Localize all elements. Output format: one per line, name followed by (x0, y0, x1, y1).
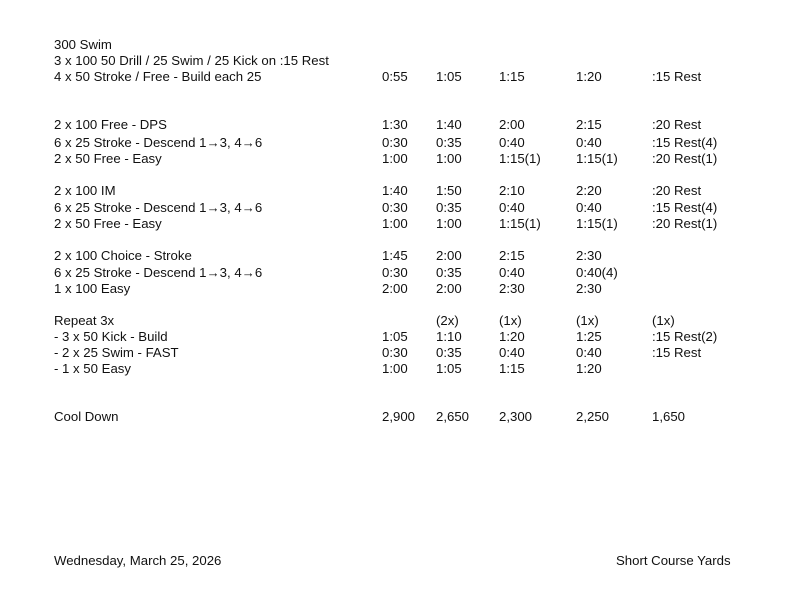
interval-col-4: 1:20 (576, 69, 602, 84)
interval-col-3: 1:15 (499, 361, 525, 376)
interval-col-3: 0:40 (499, 135, 525, 150)
interval-col-2: 1:05 (436, 69, 462, 84)
interval-col-1: 1:30 (382, 117, 408, 132)
rest-col: (1x) (652, 313, 675, 328)
interval-col-3: 1:15(1) (499, 216, 541, 231)
interval-col-1: 1:00 (382, 151, 408, 166)
interval-col-3: 1:20 (499, 329, 525, 344)
row-label: - 1 x 50 Easy (54, 361, 131, 376)
rest-col: :20 Rest (652, 117, 702, 132)
row-label: 6 x 25 Stroke - Descend 1→3, 4→6 (54, 200, 263, 215)
total-col-1: 2,900 (382, 409, 416, 424)
interval-col-4: 2:20 (576, 183, 602, 198)
interval-col-3: 0:40 (499, 200, 525, 215)
rest-col: :20 Rest (652, 183, 702, 198)
interval-col-4: 2:15 (576, 117, 602, 132)
interval-col-1: 0:30 (382, 265, 408, 280)
footer-course: Short Course Yards (616, 553, 731, 568)
row-label: 3 x 100 50 Drill / 25 Swim / 25 Kick on :15 Rest (54, 53, 329, 68)
interval-col-3: 2:10 (499, 183, 525, 198)
interval-col-3: 0:40 (499, 265, 525, 280)
rest-col: :20 Rest(1) (652, 151, 718, 166)
interval-col-2: 2:00 (436, 281, 462, 296)
row-label: - 3 x 50 Kick - Build (54, 329, 168, 344)
row-label: Repeat 3x (54, 313, 115, 328)
interval-col-4: 0:40 (576, 345, 602, 360)
interval-col-1: 0:30 (382, 345, 408, 360)
rest-col: :15 Rest(2) (652, 329, 718, 344)
interval-col-2: 0:35 (436, 265, 462, 280)
interval-col-3: 2:30 (499, 281, 525, 296)
row-label: 2 x 100 Choice - Stroke (54, 248, 192, 263)
row-label: 1 x 100 Easy (54, 281, 131, 296)
interval-col-4: 2:30 (576, 248, 602, 263)
interval-col-1: 1:05 (382, 329, 408, 344)
interval-col-1: 0:55 (382, 69, 408, 84)
interval-col-2: 1:40 (436, 117, 462, 132)
rest-col: :15 Rest (652, 69, 702, 84)
rest-col: :15 Rest (652, 345, 702, 360)
interval-col-2: 0:35 (436, 200, 462, 215)
interval-col-2: 1:50 (436, 183, 462, 198)
row-label: 2 x 100 IM (54, 183, 116, 198)
interval-col-1: 0:30 (382, 200, 408, 215)
row-label: 300 Swim (54, 37, 112, 52)
interval-col-2: 0:35 (436, 135, 462, 150)
interval-col-4: 1:15(1) (576, 151, 618, 166)
interval-col-3: 2:15 (499, 248, 525, 263)
interval-col-3: 1:15 (499, 69, 525, 84)
interval-col-2: 1:10 (436, 329, 462, 344)
interval-col-2: (2x) (436, 313, 459, 328)
interval-col-2: 2:00 (436, 248, 462, 263)
interval-col-2: 0:35 (436, 345, 462, 360)
interval-col-3: 1:15(1) (499, 151, 541, 166)
total-col-2: 2,650 (436, 409, 470, 424)
rest-col: :15 Rest(4) (652, 135, 718, 150)
interval-col-2: 1:00 (436, 151, 462, 166)
interval-col-1: 1:00 (382, 361, 408, 376)
row-label: 4 x 50 Stroke / Free - Build each 25 (54, 69, 262, 84)
interval-col-1: 1:40 (382, 183, 408, 198)
interval-col-1: 0:30 (382, 135, 408, 150)
total-col-3: 2,300 (499, 409, 533, 424)
interval-col-4: 1:20 (576, 361, 602, 376)
interval-col-1: 2:00 (382, 281, 408, 296)
total-col-5: 1,650 (652, 409, 686, 424)
interval-col-1: 1:00 (382, 216, 408, 231)
interval-col-4: 2:30 (576, 281, 602, 296)
row-label: 2 x 50 Free - Easy (54, 151, 162, 166)
footer-date: Wednesday, March 25, 2026 (54, 553, 222, 568)
interval-col-2: 1:00 (436, 216, 462, 231)
interval-col-4: 1:25 (576, 329, 602, 344)
row-label: Cool Down (54, 409, 119, 424)
interval-col-4: 0:40 (576, 200, 602, 215)
interval-col-2: 1:05 (436, 361, 462, 376)
interval-col-4: 1:15(1) (576, 216, 618, 231)
interval-col-3: 2:00 (499, 117, 525, 132)
rest-col: :20 Rest(1) (652, 216, 718, 231)
interval-col-3: (1x) (499, 313, 522, 328)
interval-col-3: 0:40 (499, 345, 525, 360)
interval-col-4: 0:40(4) (576, 265, 618, 280)
total-col-4: 2,250 (576, 409, 610, 424)
row-label: 6 x 25 Stroke - Descend 1→3, 4→6 (54, 265, 263, 280)
row-label: 6 x 25 Stroke - Descend 1→3, 4→6 (54, 135, 263, 150)
row-label: - 2 x 25 Swim - FAST (54, 345, 179, 360)
interval-col-4: 0:40 (576, 135, 602, 150)
interval-col-1: 1:45 (382, 248, 408, 263)
rest-col: :15 Rest(4) (652, 200, 718, 215)
row-label: 2 x 100 Free - DPS (54, 117, 167, 132)
interval-col-4: (1x) (576, 313, 599, 328)
row-label: 2 x 50 Free - Easy (54, 216, 162, 231)
